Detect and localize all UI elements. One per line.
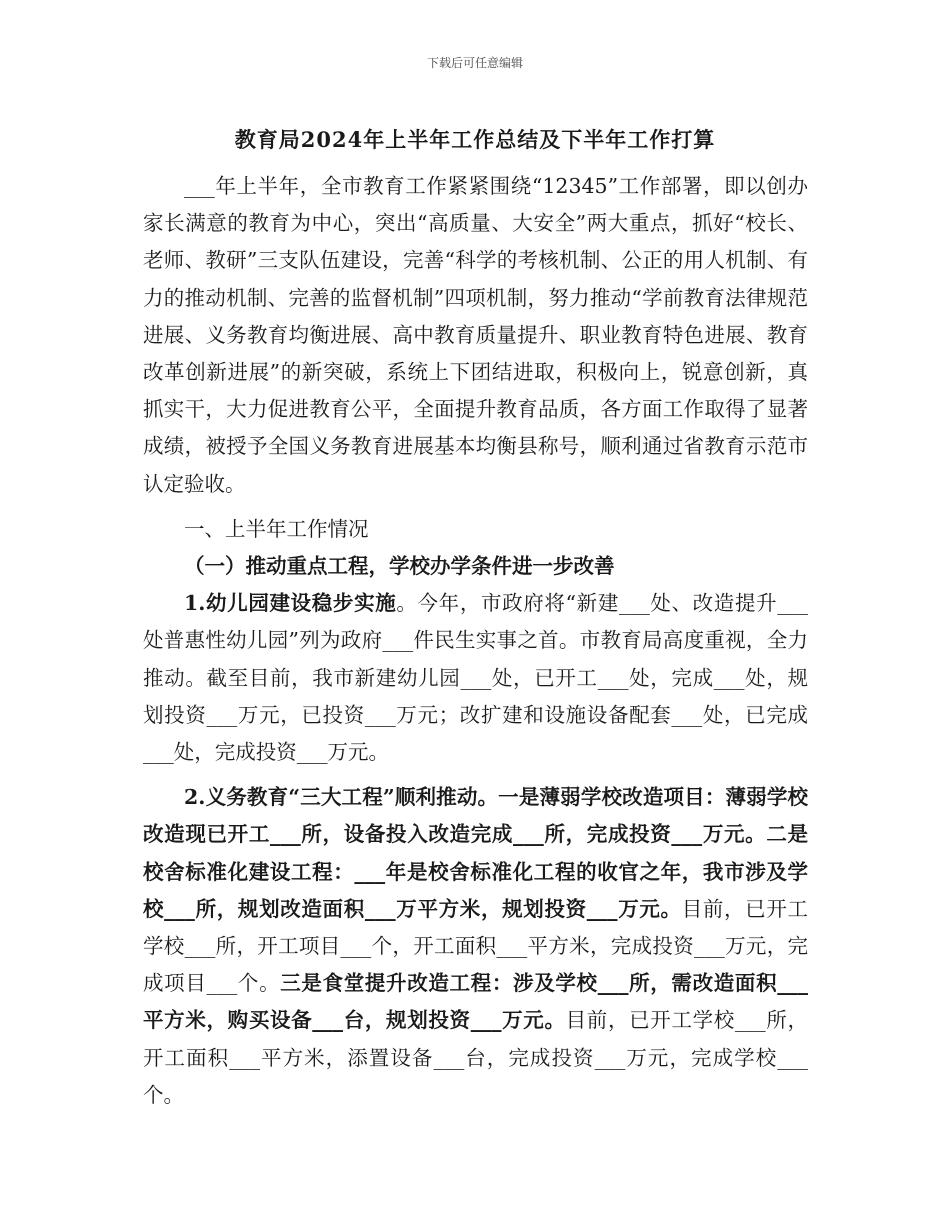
document-title: 教育局2024年上半年工作总结及下半年工作打算 xyxy=(234,127,716,152)
item-2-body-2: 目前，已开工学校___所，开工面积___平方米，添置设备___台，完成投资___万元，完成学校___个。 xyxy=(143,1008,809,1107)
document-body xyxy=(143,168,808,1114)
item-1-heading: 1.幼儿园建设稳步实施 xyxy=(184,591,397,616)
intro-paragraph: ___年上半年，全市教育工作紧紧围绕“12345”工作部署，即以创办家长满意的教育为中心，突出“高质量、大安全”两大重点，抓好“校长、老师、教研”三支队伍建设，完善“科学的考核机制、公正的用人机制、有力的推动机制、完善的监督机制”四项机制，努力推动“学前教育法律规范进展、义务教育均衡进展、高中教育质量提升、职业教育特色进展、教育改革创新进展”的新突破，系统上下团结进取，积极向上，锐意创新，真抓实干，大力促进教育公平，全面提升教育品质，各方面工作取得了显著成绩，被授予全国义务教育进展基本均衡县称号，顺利通过省教育示范市认定验收。 xyxy=(143,174,808,496)
header-note: 下载后可任意编辑 xyxy=(426,56,523,70)
item-1-body: 。今年，市政府将“新建___处、改造提升___处普惠性幼儿园”列为政府___件民生实事之首。市教育局高度重视，全力推动。截至目前，我市新建幼儿园___处，已开工___处，完成___处，规划投资___万元，已投资___万元；改扩建和设施设备配套___处，已完成___处，完成投资___万元。 xyxy=(143,591,808,765)
subsection-heading: （一）推动重点工程，学校办学条件进一步改善 xyxy=(184,554,615,579)
item-2-paragraph xyxy=(143,779,808,1114)
item-2-heading: 2.义务教育“三大工程”顺利推动。一是薄弱学校改造项目：薄弱学校改造现已开工___所，设备投入改造完成___所，完成投资___万元。二是校舍标准化建设工程：___年是校舍标准化工程的收官之年，我市涉及学校___所，规划改造面积___万平方米，规划投资___万元。 xyxy=(143,785,808,921)
section-heading: 一、上半年工作情况 xyxy=(184,516,369,541)
item-2-bold-2: 三是食堂提升改造工程：涉及学校___所，需改造面积___平方米，购买设备___台，规划投资___万元。 xyxy=(143,971,809,1033)
item-1-paragraph xyxy=(143,585,808,771)
item-2-body-1: 目前，已开工学校___所，开工项目___个，开工面积___平方米，完成投资___万元，完成项目___个。 xyxy=(143,896,809,996)
